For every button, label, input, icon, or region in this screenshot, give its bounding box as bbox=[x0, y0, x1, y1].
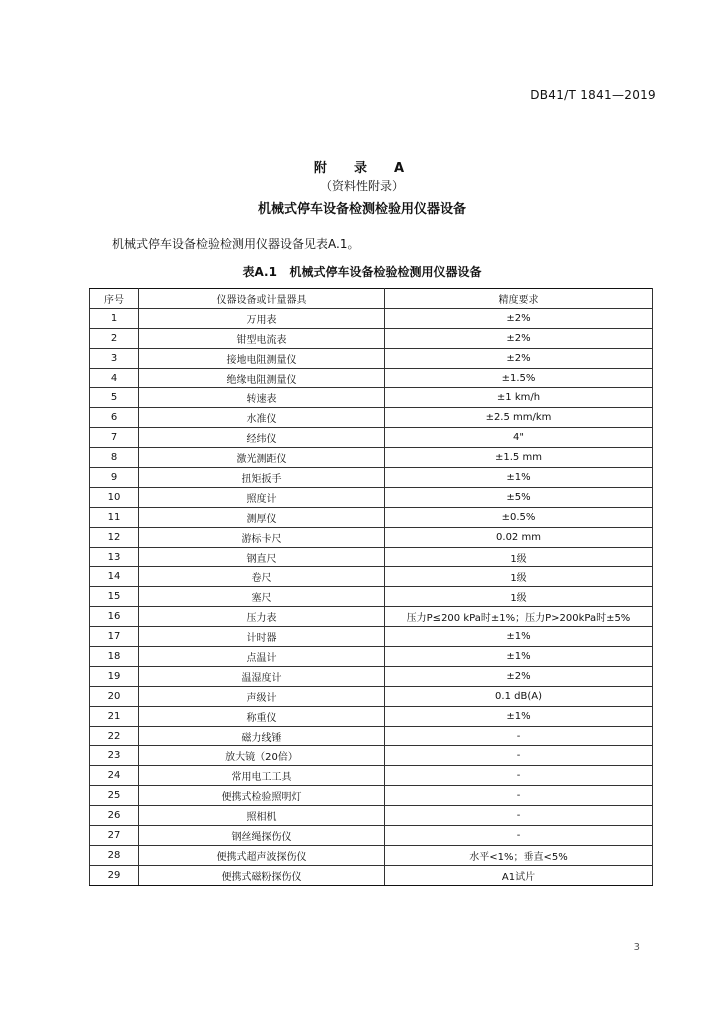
serial-cell: 15 bbox=[90, 587, 139, 607]
table-header-row bbox=[90, 289, 653, 309]
accuracy-cell: ±2% bbox=[385, 328, 653, 348]
instrument-cell: 万用表 bbox=[139, 308, 385, 328]
serial-cell: 7 bbox=[90, 428, 139, 448]
accuracy-cell: - bbox=[385, 766, 653, 786]
accuracy-cell: 1级 bbox=[385, 567, 653, 587]
table-row bbox=[90, 368, 653, 388]
serial-cell: 17 bbox=[90, 627, 139, 647]
instrument-cell: 接地电阻测量仪 bbox=[139, 348, 385, 368]
accuracy-cell: ±2% bbox=[385, 308, 653, 328]
instrument-cell: 便携式检验照明灯 bbox=[139, 786, 385, 806]
serial-cell: 18 bbox=[90, 647, 139, 667]
table-row bbox=[90, 666, 653, 686]
table-row bbox=[90, 408, 653, 428]
accuracy-cell: 0.02 mm bbox=[385, 527, 653, 547]
instrument-cell: 照相机 bbox=[139, 806, 385, 826]
accuracy-cell: - bbox=[385, 746, 653, 766]
instrument-cell: 激光测距仪 bbox=[139, 448, 385, 468]
serial-cell: 27 bbox=[90, 826, 139, 846]
table-row bbox=[90, 487, 653, 507]
table-row bbox=[90, 826, 653, 846]
table-row bbox=[90, 328, 653, 348]
table-row bbox=[90, 865, 653, 885]
serial-cell: 8 bbox=[90, 448, 139, 468]
accuracy-cell: - bbox=[385, 726, 653, 746]
table-row bbox=[90, 607, 653, 627]
accuracy-cell: ±1% bbox=[385, 468, 653, 488]
intro-paragraph: 机械式停车设备检验检测用仪器设备见表A.1。 bbox=[112, 237, 360, 251]
accuracy-cell: ±1% bbox=[385, 627, 653, 647]
serial-cell: 25 bbox=[90, 786, 139, 806]
serial-cell: 26 bbox=[90, 806, 139, 826]
instrument-cell: 钢直尺 bbox=[139, 547, 385, 567]
instrument-cell: 水准仪 bbox=[139, 408, 385, 428]
table-caption: 表A.1 机械式停车设备检验检测用仪器设备 bbox=[242, 265, 482, 279]
table-row bbox=[90, 647, 653, 667]
serial-cell: 13 bbox=[90, 547, 139, 567]
accuracy-cell: ±2.5 mm/km bbox=[385, 408, 653, 428]
instrument-cell: 转速表 bbox=[139, 388, 385, 408]
table-row bbox=[90, 308, 653, 328]
serial-cell: 1 bbox=[90, 308, 139, 328]
accuracy-cell: - bbox=[385, 826, 653, 846]
instrument-cell: 扭矩扳手 bbox=[139, 468, 385, 488]
accuracy-cell: - bbox=[385, 806, 653, 826]
table-row bbox=[90, 766, 653, 786]
accuracy-cell: ±0.5% bbox=[385, 507, 653, 527]
instrument-cell: 点温计 bbox=[139, 647, 385, 667]
table-row bbox=[90, 348, 653, 368]
header-serial: 序号 bbox=[90, 289, 139, 309]
instrument-cell: 压力表 bbox=[139, 607, 385, 627]
serial-cell: 22 bbox=[90, 726, 139, 746]
instrument-cell: 塞尺 bbox=[139, 587, 385, 607]
instrument-cell: 便携式超声波探伤仪 bbox=[139, 845, 385, 865]
accuracy-cell: 压力P≤200 kPa时±1%；压力P>200kPa时±5% bbox=[385, 607, 653, 627]
instrument-cell: 钳型电流表 bbox=[139, 328, 385, 348]
instrument-cell: 放大镜（20倍） bbox=[139, 746, 385, 766]
instrument-cell: 磁力线锤 bbox=[139, 726, 385, 746]
table-body bbox=[90, 308, 653, 885]
serial-cell: 10 bbox=[90, 487, 139, 507]
serial-cell: 2 bbox=[90, 328, 139, 348]
appendix-title: 附 录 A bbox=[313, 161, 411, 176]
accuracy-cell: 1级 bbox=[385, 587, 653, 607]
accuracy-cell: ±2% bbox=[385, 666, 653, 686]
instrument-cell: 称重仪 bbox=[139, 706, 385, 726]
table-row bbox=[90, 627, 653, 647]
serial-cell: 6 bbox=[90, 408, 139, 428]
accuracy-cell: - bbox=[385, 786, 653, 806]
accuracy-cell: 1级 bbox=[385, 547, 653, 567]
instrument-cell: 常用电工工具 bbox=[139, 766, 385, 786]
table-row bbox=[90, 587, 653, 607]
instrument-cell: 绝缘电阻测量仪 bbox=[139, 368, 385, 388]
table-row bbox=[90, 507, 653, 527]
accuracy-cell: ±1% bbox=[385, 647, 653, 667]
serial-cell: 3 bbox=[90, 348, 139, 368]
instrument-cell: 游标卡尺 bbox=[139, 527, 385, 547]
appendix-heading: 机械式停车设备检测检验用仪器设备 bbox=[257, 202, 466, 217]
accuracy-cell: ±5% bbox=[385, 487, 653, 507]
table-row bbox=[90, 527, 653, 547]
instrument-cell: 照度计 bbox=[139, 487, 385, 507]
serial-cell: 23 bbox=[90, 746, 139, 766]
page-number: 3 bbox=[633, 942, 640, 953]
accuracy-cell: ±1.5% bbox=[385, 368, 653, 388]
document-code: DB41/T 1841—2019 bbox=[530, 88, 656, 102]
instrument-cell: 声级计 bbox=[139, 686, 385, 706]
serial-cell: 14 bbox=[90, 567, 139, 587]
serial-cell: 19 bbox=[90, 666, 139, 686]
accuracy-cell: A1试片 bbox=[385, 865, 653, 885]
accuracy-cell: 0.1 dB(A) bbox=[385, 686, 653, 706]
serial-cell: 20 bbox=[90, 686, 139, 706]
header-accuracy: 精度要求 bbox=[385, 289, 653, 309]
instrument-cell: 计时器 bbox=[139, 627, 385, 647]
instrument-cell: 钢丝绳探伤仪 bbox=[139, 826, 385, 846]
serial-cell: 9 bbox=[90, 468, 139, 488]
serial-cell: 28 bbox=[90, 845, 139, 865]
table-row bbox=[90, 428, 653, 448]
serial-cell: 21 bbox=[90, 706, 139, 726]
table-row bbox=[90, 686, 653, 706]
instrument-cell: 卷尺 bbox=[139, 567, 385, 587]
serial-cell: 24 bbox=[90, 766, 139, 786]
accuracy-cell: 水平<1%；垂直<5% bbox=[385, 845, 653, 865]
table-row bbox=[90, 845, 653, 865]
table-row bbox=[90, 567, 653, 587]
appendix-note: （资料性附录） bbox=[319, 179, 404, 193]
instrument-table bbox=[89, 288, 653, 886]
serial-cell: 5 bbox=[90, 388, 139, 408]
table-row bbox=[90, 468, 653, 488]
table-row bbox=[90, 706, 653, 726]
serial-cell: 11 bbox=[90, 507, 139, 527]
serial-cell: 29 bbox=[90, 865, 139, 885]
instrument-cell: 经纬仪 bbox=[139, 428, 385, 448]
header-instrument: 仪器设备或计量器具 bbox=[139, 289, 385, 309]
table-row bbox=[90, 448, 653, 468]
accuracy-cell: ±2% bbox=[385, 348, 653, 368]
table-row bbox=[90, 726, 653, 746]
accuracy-cell: ±1% bbox=[385, 706, 653, 726]
table-row bbox=[90, 746, 653, 766]
table-row bbox=[90, 786, 653, 806]
instrument-cell: 温湿度计 bbox=[139, 666, 385, 686]
table-row bbox=[90, 388, 653, 408]
serial-cell: 4 bbox=[90, 368, 139, 388]
accuracy-cell: ±1 km/h bbox=[385, 388, 653, 408]
instrument-cell: 测厚仪 bbox=[139, 507, 385, 527]
serial-cell: 12 bbox=[90, 527, 139, 547]
instrument-cell: 便携式磁粉探伤仪 bbox=[139, 865, 385, 885]
serial-cell: 16 bbox=[90, 607, 139, 627]
accuracy-cell: 4" bbox=[385, 428, 653, 448]
table-row bbox=[90, 547, 653, 567]
table-row bbox=[90, 806, 653, 826]
accuracy-cell: ±1.5 mm bbox=[385, 448, 653, 468]
